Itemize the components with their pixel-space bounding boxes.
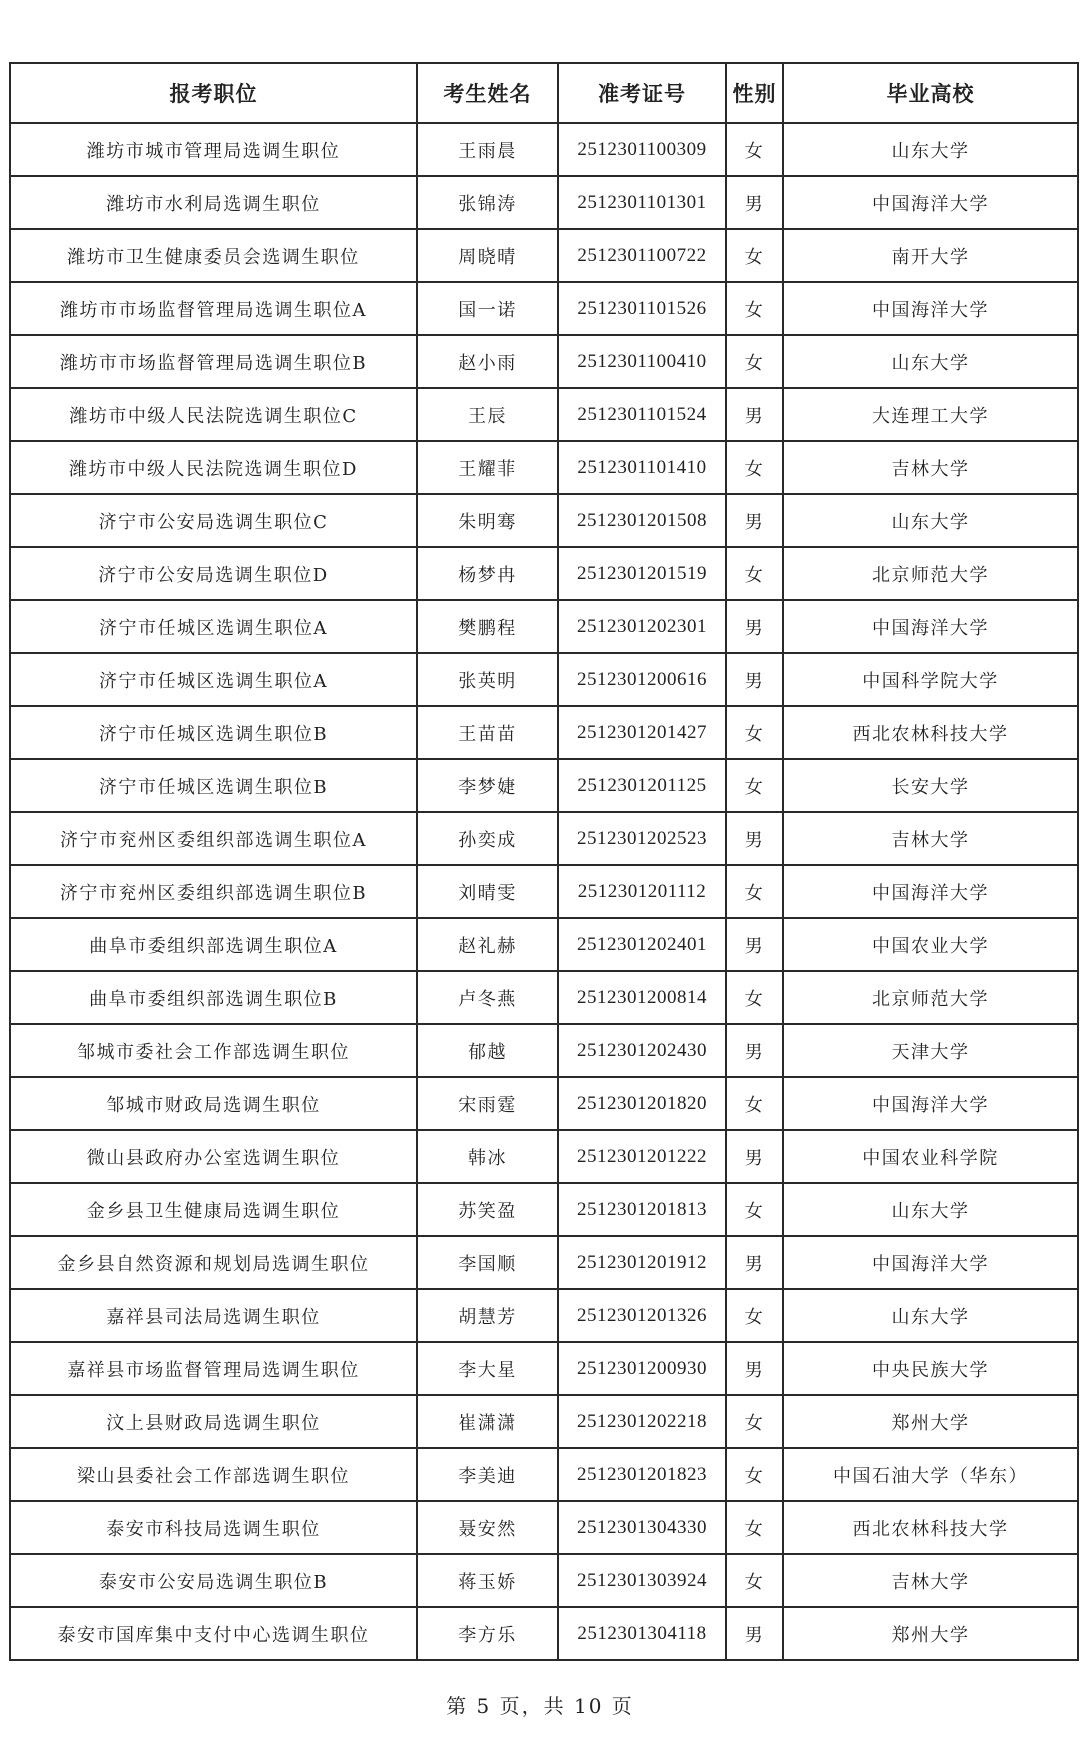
table-row [10,653,1078,706]
cell-school: 北京师范大学 [783,547,1078,600]
table-row [10,706,1078,759]
table-row [10,547,1078,600]
candidate-table-container [9,62,1067,1661]
cell-position: 济宁市任城区选调生职位A [10,600,417,653]
cell-gender: 男 [726,653,783,706]
cell-name: 孙奕成 [417,812,558,865]
table-row [10,812,1078,865]
cell-school: 郑州大学 [783,1607,1078,1660]
cell-position: 潍坊市水利局选调生职位 [10,176,417,229]
cell-exam-id: 2512301202401 [558,918,726,971]
cell-exam-id: 2512301201820 [558,1077,726,1130]
cell-school: 山东大学 [783,1183,1078,1236]
cell-gender: 男 [726,1607,783,1660]
cell-name: 王苗苗 [417,706,558,759]
table-row [10,1077,1078,1130]
table-body [10,123,1078,1660]
cell-school: 南开大学 [783,229,1078,282]
cell-school: 中国海洋大学 [783,282,1078,335]
cell-gender: 男 [726,494,783,547]
table-header-row [10,63,1078,123]
cell-name: 赵礼赫 [417,918,558,971]
table-row [10,176,1078,229]
cell-school: 北京师范大学 [783,971,1078,1024]
cell-exam-id: 2512301304118 [558,1607,726,1660]
cell-exam-id: 2512301101301 [558,176,726,229]
cell-name: 崔潇潇 [417,1395,558,1448]
table-row [10,971,1078,1024]
table-row [10,759,1078,812]
cell-school: 中国农业科学院 [783,1130,1078,1183]
cell-school: 山东大学 [783,494,1078,547]
cell-school: 长安大学 [783,759,1078,812]
cell-position: 济宁市任城区选调生职位A [10,653,417,706]
table-row [10,1501,1078,1554]
cell-exam-id: 2512301201125 [558,759,726,812]
header-school: 毕业高校 [783,63,1078,123]
header-gender: 性别 [726,63,783,123]
cell-name: 国一诺 [417,282,558,335]
table-row [10,918,1078,971]
cell-gender: 女 [726,1554,783,1607]
cell-exam-id: 2512301101526 [558,282,726,335]
cell-position: 潍坊市卫生健康委员会选调生职位 [10,229,417,282]
cell-gender: 女 [726,865,783,918]
cell-position: 曲阜市委组织部选调生职位A [10,918,417,971]
cell-name: 赵小雨 [417,335,558,388]
cell-gender: 女 [726,335,783,388]
cell-position: 济宁市任城区选调生职位B [10,759,417,812]
cell-position: 曲阜市委组织部选调生职位B [10,971,417,1024]
cell-exam-id: 2512301304330 [558,1501,726,1554]
cell-school: 中国海洋大学 [783,1236,1078,1289]
table-row [10,335,1078,388]
cell-exam-id: 2512301101410 [558,441,726,494]
cell-position: 微山县政府办公室选调生职位 [10,1130,417,1183]
cell-position: 济宁市兖州区委组织部选调生职位B [10,865,417,918]
cell-exam-id: 2512301201519 [558,547,726,600]
cell-school: 西北农林科技大学 [783,1501,1078,1554]
cell-name: 宋雨霆 [417,1077,558,1130]
cell-position: 潍坊市市场监督管理局选调生职位A [10,282,417,335]
cell-name: 杨梦冉 [417,547,558,600]
cell-exam-id: 2512301202301 [558,600,726,653]
cell-name: 蒋玉娇 [417,1554,558,1607]
cell-exam-id: 2512301201912 [558,1236,726,1289]
cell-name: 朱明骞 [417,494,558,547]
cell-name: 张锦涛 [417,176,558,229]
cell-school: 中国石油大学（华东） [783,1448,1078,1501]
cell-name: 李大星 [417,1342,558,1395]
cell-gender: 男 [726,1236,783,1289]
cell-school: 天津大学 [783,1024,1078,1077]
cell-school: 山东大学 [783,123,1078,176]
cell-position: 泰安市国库集中支付中心选调生职位 [10,1607,417,1660]
cell-exam-id: 2512301201326 [558,1289,726,1342]
table-row [10,1554,1078,1607]
cell-gender: 女 [726,123,783,176]
cell-school: 吉林大学 [783,812,1078,865]
table-row [10,1130,1078,1183]
cell-gender: 男 [726,600,783,653]
cell-position: 济宁市公安局选调生职位D [10,547,417,600]
table-row [10,865,1078,918]
cell-name: 卢冬燕 [417,971,558,1024]
cell-name: 韩冰 [417,1130,558,1183]
cell-exam-id: 2512301200616 [558,653,726,706]
cell-position: 泰安市科技局选调生职位 [10,1501,417,1554]
cell-gender: 男 [726,1024,783,1077]
cell-school: 山东大学 [783,1289,1078,1342]
cell-school: 中国科学院大学 [783,653,1078,706]
cell-exam-id: 2512301201427 [558,706,726,759]
cell-exam-id: 2512301100309 [558,123,726,176]
cell-gender: 女 [726,1448,783,1501]
cell-exam-id: 2512301100722 [558,229,726,282]
cell-exam-id: 2512301100410 [558,335,726,388]
table-row [10,229,1078,282]
cell-position: 嘉祥县市场监督管理局选调生职位 [10,1342,417,1395]
cell-exam-id: 2512301201823 [558,1448,726,1501]
cell-position: 嘉祥县司法局选调生职位 [10,1289,417,1342]
table-row [10,1607,1078,1660]
cell-position: 邹城市财政局选调生职位 [10,1077,417,1130]
table-row [10,494,1078,547]
cell-gender: 女 [726,971,783,1024]
cell-school: 吉林大学 [783,441,1078,494]
cell-position: 邹城市委社会工作部选调生职位 [10,1024,417,1077]
cell-school: 中国海洋大学 [783,176,1078,229]
cell-name: 王雨晨 [417,123,558,176]
cell-gender: 女 [726,229,783,282]
cell-gender: 女 [726,1183,783,1236]
cell-name: 李梦婕 [417,759,558,812]
cell-school: 中国海洋大学 [783,865,1078,918]
cell-exam-id: 2512301101524 [558,388,726,441]
cell-name: 胡慧芳 [417,1289,558,1342]
table-row [10,1342,1078,1395]
cell-school: 吉林大学 [783,1554,1078,1607]
header-name: 考生姓名 [417,63,558,123]
header-exam-id: 准考证号 [558,63,726,123]
cell-gender: 男 [726,176,783,229]
cell-gender: 男 [726,918,783,971]
table-row [10,1289,1078,1342]
cell-name: 郁越 [417,1024,558,1077]
cell-exam-id: 2512301200814 [558,971,726,1024]
cell-school: 中国海洋大学 [783,1077,1078,1130]
cell-school: 中国农业大学 [783,918,1078,971]
cell-position: 梁山县委社会工作部选调生职位 [10,1448,417,1501]
cell-position: 汶上县财政局选调生职位 [10,1395,417,1448]
cell-name: 李国顺 [417,1236,558,1289]
header-position: 报考职位 [10,63,417,123]
cell-gender: 男 [726,1130,783,1183]
cell-position: 潍坊市城市管理局选调生职位 [10,123,417,176]
cell-gender: 女 [726,706,783,759]
cell-gender: 女 [726,1395,783,1448]
table-row [10,1183,1078,1236]
cell-name: 李美迪 [417,1448,558,1501]
cell-name: 李方乐 [417,1607,558,1660]
cell-exam-id: 2512301200930 [558,1342,726,1395]
cell-position: 济宁市任城区选调生职位B [10,706,417,759]
cell-school: 山东大学 [783,335,1078,388]
cell-gender: 女 [726,1501,783,1554]
table-row [10,1024,1078,1077]
cell-name: 王辰 [417,388,558,441]
cell-name: 刘晴雯 [417,865,558,918]
table-row [10,600,1078,653]
cell-gender: 女 [726,282,783,335]
table-row [10,388,1078,441]
cell-position: 潍坊市中级人民法院选调生职位C [10,388,417,441]
cell-gender: 女 [726,759,783,812]
table-row [10,1395,1078,1448]
cell-gender: 女 [726,441,783,494]
cell-position: 潍坊市市场监督管理局选调生职位B [10,335,417,388]
cell-gender: 男 [726,1342,783,1395]
cell-school: 西北农林科技大学 [783,706,1078,759]
cell-exam-id: 2512301202523 [558,812,726,865]
cell-school: 中国海洋大学 [783,600,1078,653]
table-row [10,441,1078,494]
candidate-table [9,62,1079,1661]
cell-position: 泰安市公安局选调生职位B [10,1554,417,1607]
cell-name: 聂安然 [417,1501,558,1554]
cell-position: 济宁市公安局选调生职位C [10,494,417,547]
cell-exam-id: 2512301201222 [558,1130,726,1183]
cell-exam-id: 2512301201112 [558,865,726,918]
cell-school: 中央民族大学 [783,1342,1078,1395]
cell-gender: 女 [726,1077,783,1130]
cell-exam-id: 2512301202430 [558,1024,726,1077]
cell-position: 潍坊市中级人民法院选调生职位D [10,441,417,494]
cell-exam-id: 2512301201508 [558,494,726,547]
table-row [10,123,1078,176]
cell-exam-id: 2512301202218 [558,1395,726,1448]
cell-exam-id: 2512301303924 [558,1554,726,1607]
page-number: 第 5 页，共 10 页 [446,1694,634,1718]
cell-position: 金乡县卫生健康局选调生职位 [10,1183,417,1236]
cell-name: 张英明 [417,653,558,706]
cell-name: 王耀菲 [417,441,558,494]
cell-school: 郑州大学 [783,1395,1078,1448]
cell-name: 周晓晴 [417,229,558,282]
cell-position: 济宁市兖州区委组织部选调生职位A [10,812,417,865]
cell-position: 金乡县自然资源和规划局选调生职位 [10,1236,417,1289]
cell-gender: 男 [726,812,783,865]
cell-gender: 女 [726,1289,783,1342]
cell-exam-id: 2512301201813 [558,1183,726,1236]
table-row [10,282,1078,335]
table-row [10,1448,1078,1501]
cell-school: 大连理工大学 [783,388,1078,441]
cell-name: 樊鹏程 [417,600,558,653]
table-row [10,1236,1078,1289]
cell-gender: 女 [726,547,783,600]
cell-name: 苏笑盈 [417,1183,558,1236]
cell-gender: 男 [726,388,783,441]
